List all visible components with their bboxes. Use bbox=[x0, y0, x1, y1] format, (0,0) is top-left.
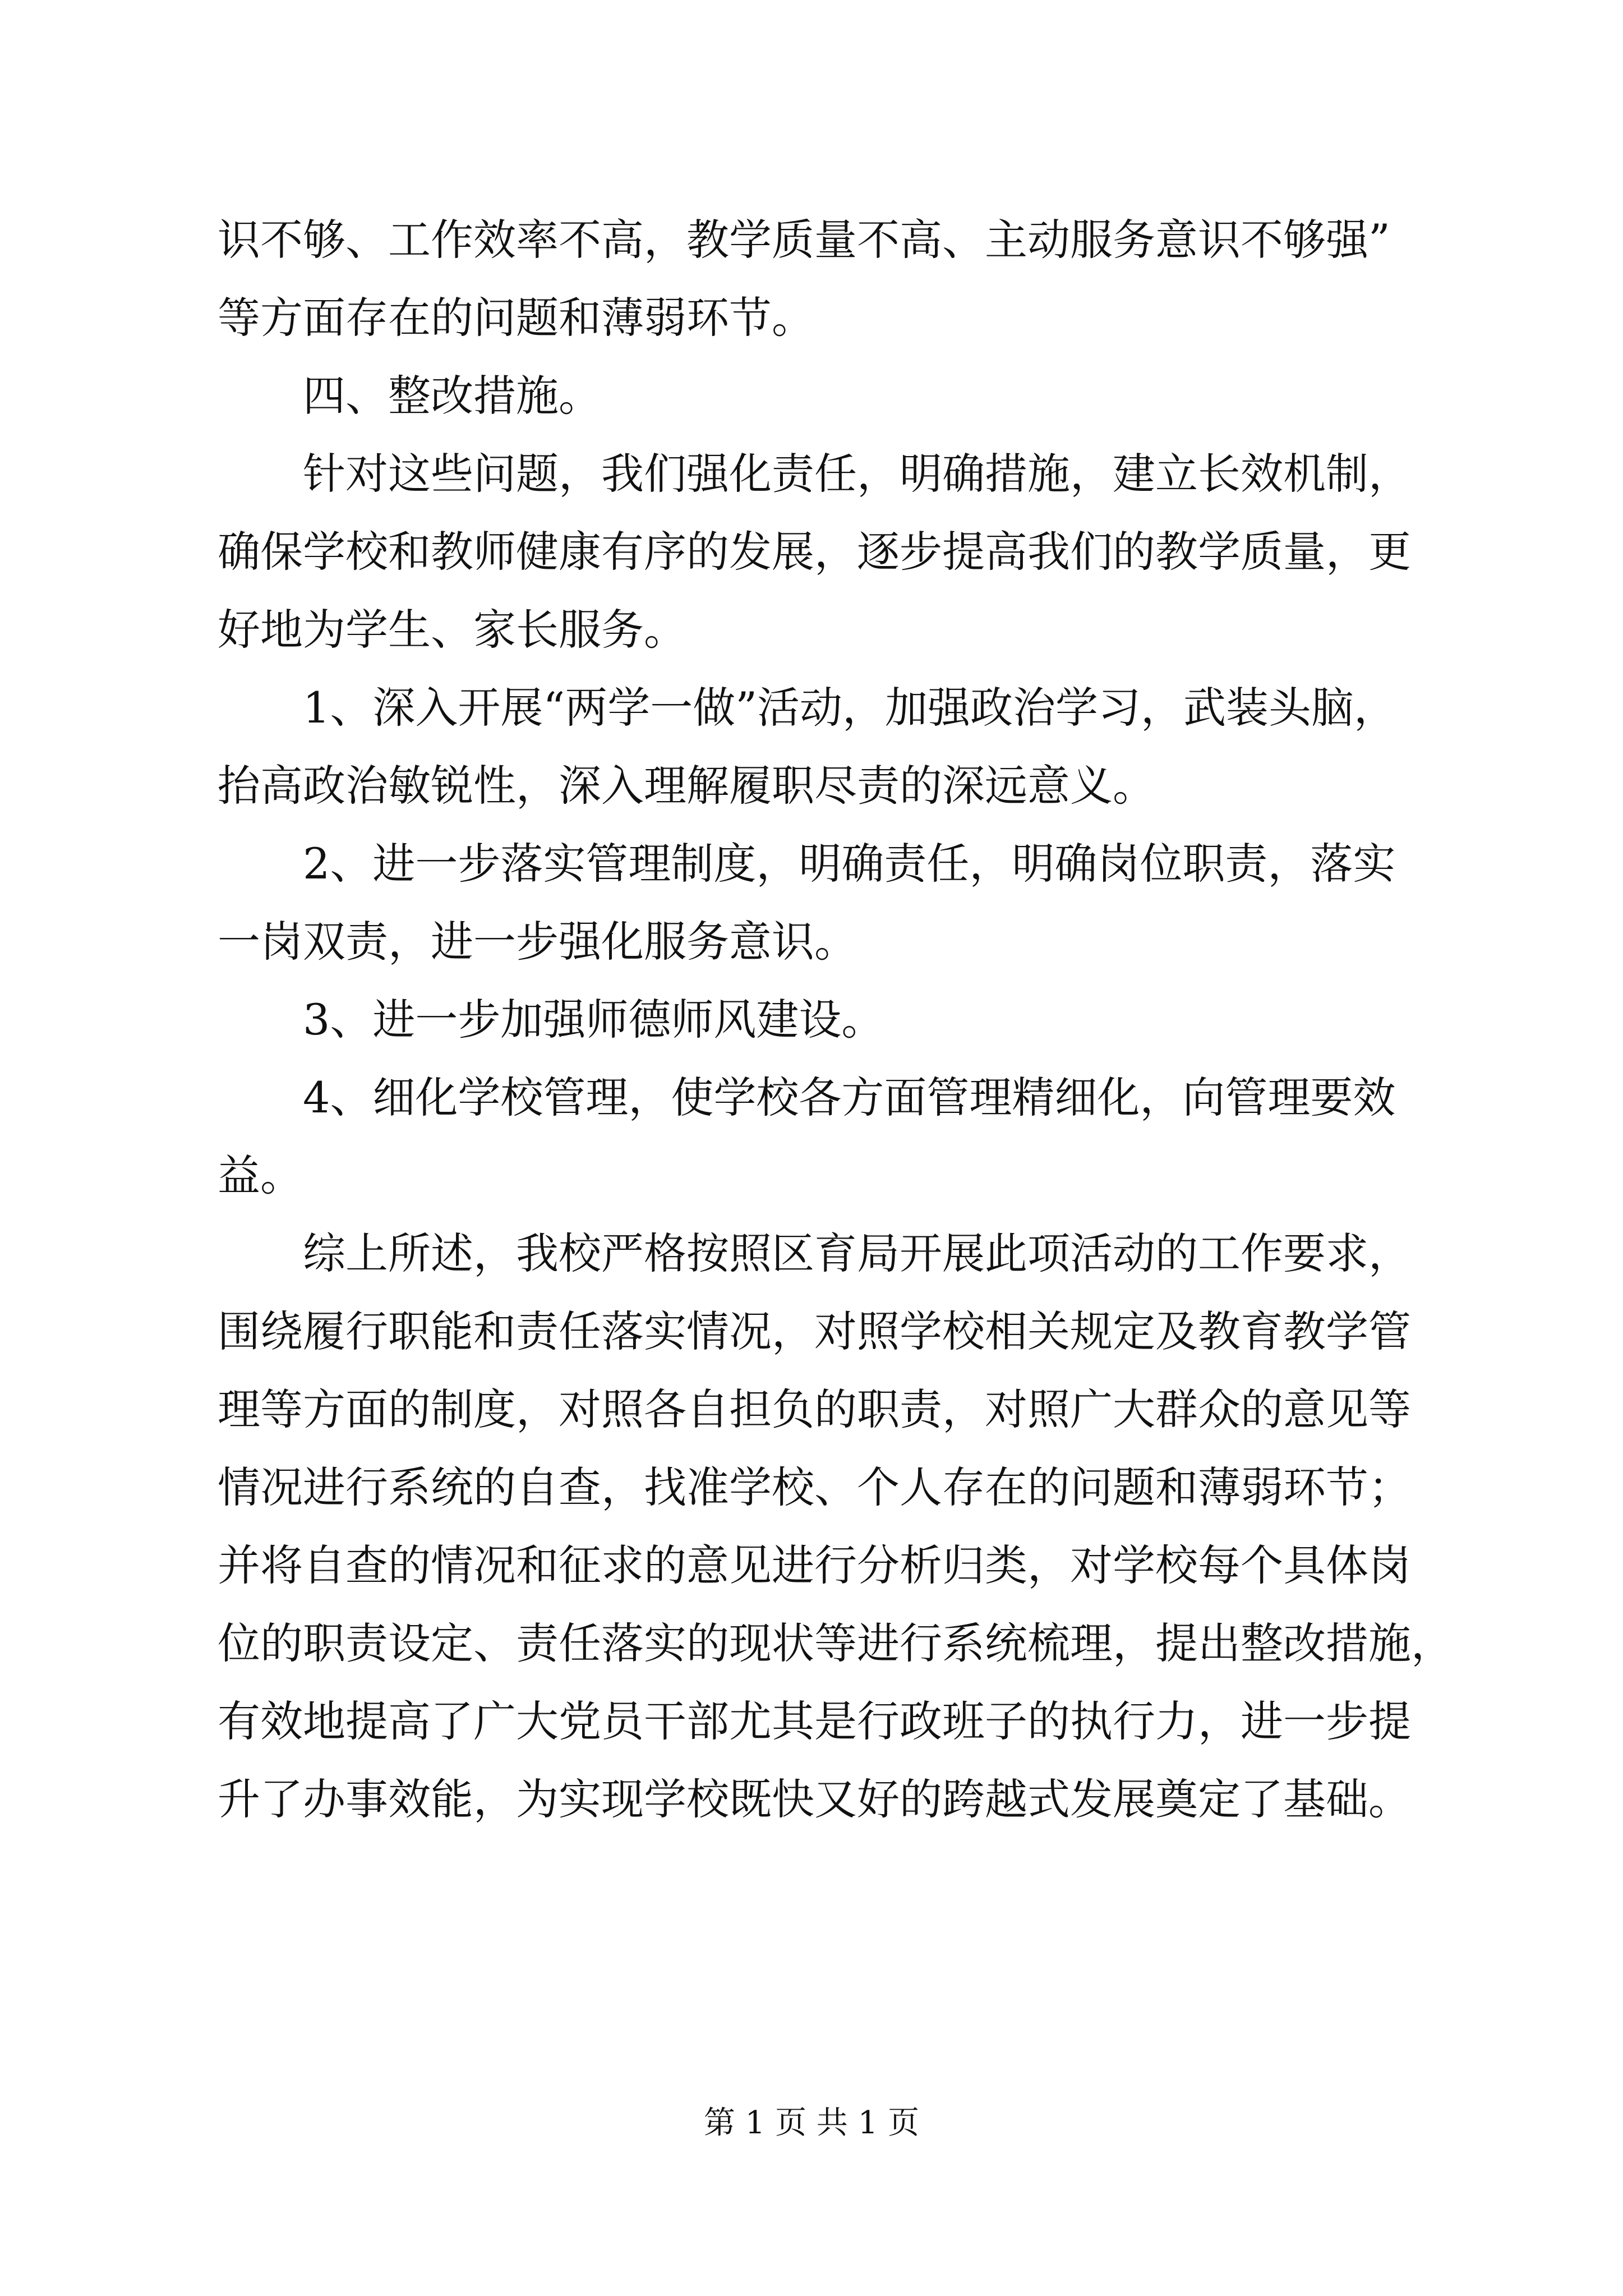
summary-paragraph-start: 综上所述，我校严格按照区育局开展此项活动的工作要求， bbox=[303, 1228, 1411, 1278]
text-line-19: 位的职责设定、责任落实的现状等进行系统梳理，提出整改措施， bbox=[218, 1618, 1454, 1668]
text-line-1: 识不够、工作效率不高，教学质量不高、主动服务意识不够强” bbox=[218, 215, 1390, 265]
list-item-1: 1、深入开展“两学一做”活动，加强政治学习，武装头脑， bbox=[303, 683, 1397, 733]
text-line-16: 理等方面的制度，对照各自担负的职责，对照广大群众的意见等 bbox=[218, 1384, 1411, 1434]
list-item-4: 4、细化学校管理，使学校各方面管理精细化，向管理要效 bbox=[303, 1073, 1396, 1122]
text-line-13: 益。 bbox=[218, 1151, 303, 1200]
section-heading: 四、整改措施。 bbox=[303, 371, 601, 421]
text-line-5: 确保学校和教师健康有序的发展，逐步提高我们的教学质量，更 bbox=[218, 527, 1411, 577]
text-line-15: 围绕履行职能和责任落实情况，对照学校相关规定及教育教学管 bbox=[218, 1306, 1411, 1356]
text-line-21: 升了办事效能，为实现学校既快又好的跨越式发展奠定了基础。 bbox=[218, 1774, 1411, 1824]
text-line-20: 有效地提高了广大党员干部尤其是行政班子的执行力，进一步提 bbox=[218, 1696, 1411, 1746]
text-line-17: 情况进行系统的自查，找准学校、个人存在的问题和薄弱环节； bbox=[218, 1462, 1411, 1512]
text-line-4: 针对这些问题，我们强化责任，明确措施，建立长效机制， bbox=[303, 449, 1411, 499]
text-line-8: 抬高政治敏锐性，深入理解履职尽责的深远意义。 bbox=[218, 761, 1155, 811]
text-line-6: 好地为学生、家长服务。 bbox=[218, 605, 686, 655]
text-line-18: 并将自查的情况和征求的意见进行分析归类，对学校每个具体岗 bbox=[218, 1540, 1411, 1590]
text-line-2: 等方面存在的问题和薄弱环节。 bbox=[218, 293, 814, 343]
text-line-10: 一岗双责，进一步强化服务意识。 bbox=[218, 917, 857, 967]
list-item-2: 2、进一步落实管理制度，明确责任，明确岗位职责，落实 bbox=[303, 839, 1396, 889]
list-item-3: 3、进一步加强师德师风建设。 bbox=[303, 995, 884, 1045]
page-footer: 第 1 页 共 1 页 bbox=[703, 2105, 920, 2141]
